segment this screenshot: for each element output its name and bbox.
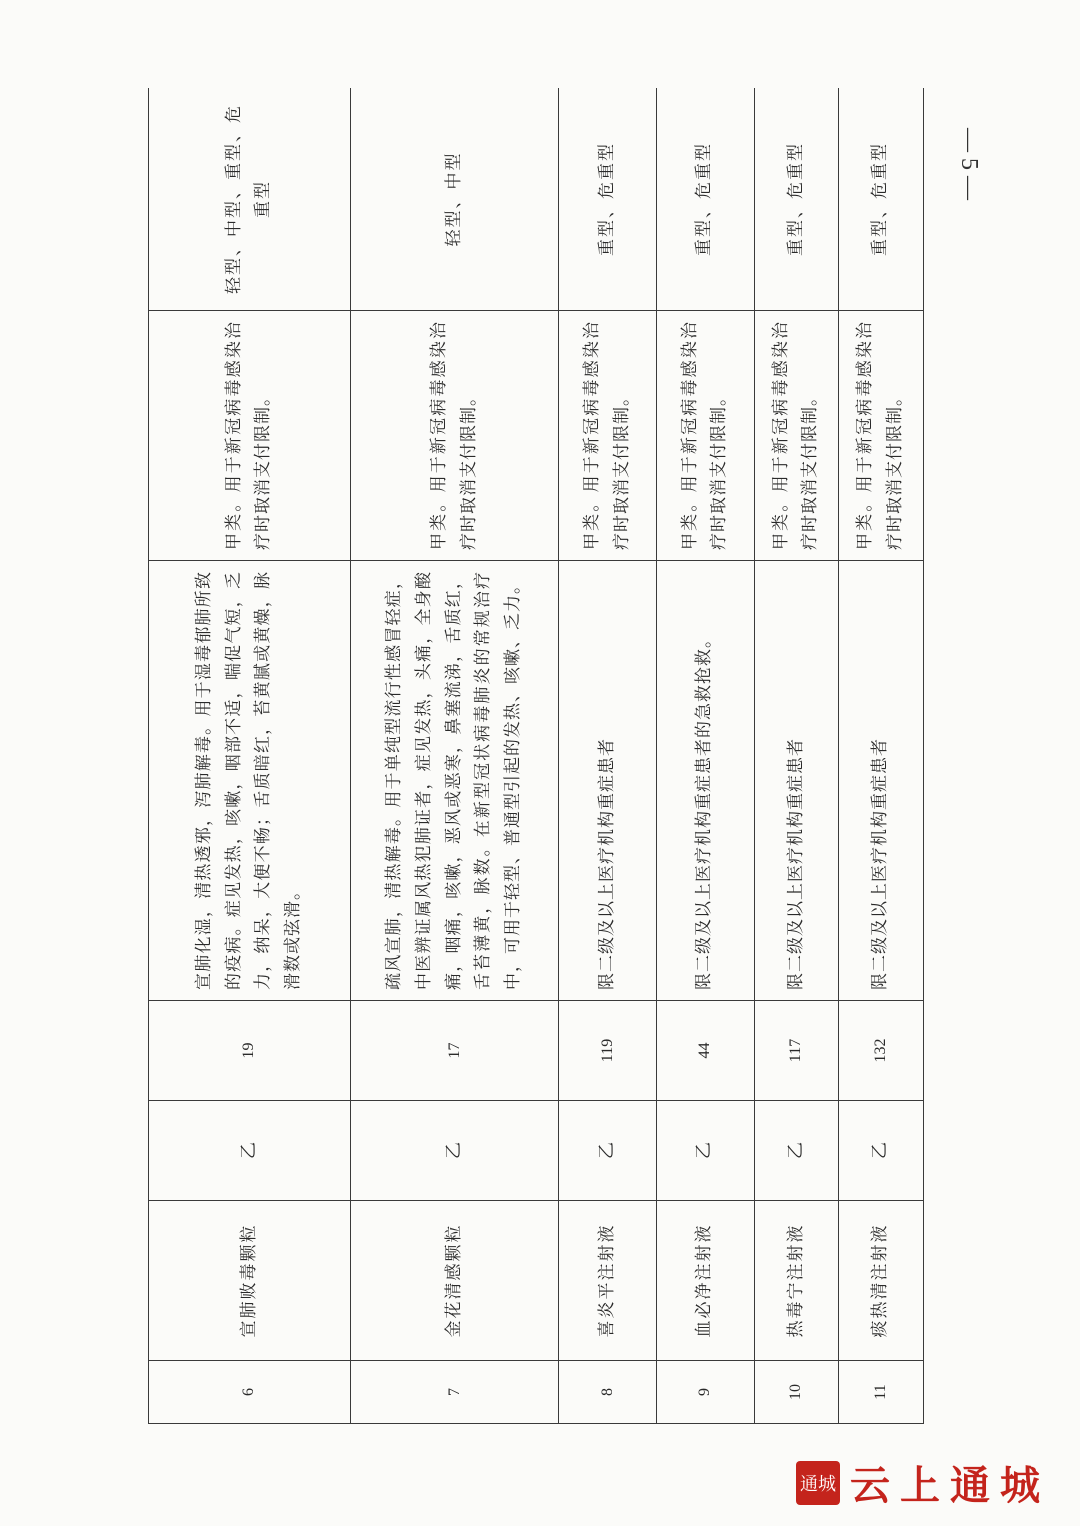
table-row	[839, 88, 924, 1424]
payment-note: 甲类。用于新冠病毒感染治疗时取消支付限制。	[656, 311, 754, 561]
indication-text: 疏风宣肺，清热解毒。用于单纯型流行性感冒轻症，中医辨证属风热犯肺证者，症见发热，头痛，全身酸痛，咽痛，咳嗽，恶风或恶寒，鼻塞流涕，舌质红，舌苔薄黄，脉数。在新型冠状病毒肺炎的常规治疗中，可用于轻型、普通型引起的发热、咳嗽、乏力。	[350, 561, 558, 1001]
payment-note: 甲类。用于新冠病毒感染治疗时取消支付限制。	[754, 311, 839, 561]
indication-text: 限二级及以上医疗机构重症患者	[754, 561, 839, 1001]
table-row	[656, 88, 754, 1424]
row-index: 10	[754, 1361, 839, 1424]
rotated-table-frame	[148, 88, 924, 1424]
indication-text: 限二级及以上医疗机构重症患者	[559, 561, 657, 1001]
table-row	[149, 88, 351, 1424]
drug-code: 119	[559, 1001, 657, 1101]
drug-category: 乙	[754, 1101, 839, 1201]
watermark-text: 云上通城	[850, 1462, 1050, 1509]
drug-code: 19	[149, 1001, 351, 1101]
drug-code: 44	[656, 1001, 754, 1101]
indication-text: 限二级及以上医疗机构重症患者	[839, 561, 924, 1001]
row-index: 7	[350, 1361, 558, 1424]
payment-note: 甲类。用于新冠病毒感染治疗时取消支付限制。	[559, 311, 657, 561]
row-index: 6	[149, 1361, 351, 1424]
row-index: 9	[656, 1361, 754, 1424]
drug-name: 热毒宁注射液	[754, 1201, 839, 1361]
payment-note: 甲类。用于新冠病毒感染治疗时取消支付限制。	[839, 311, 924, 561]
drug-name: 痰热清注射液	[839, 1201, 924, 1361]
drug-name: 金花清感颗粒	[350, 1201, 558, 1361]
page-number: — 5 —	[956, 128, 982, 200]
drug-category: 乙	[839, 1101, 924, 1201]
drug-code: 17	[350, 1001, 558, 1101]
drug-code: 117	[754, 1001, 839, 1101]
applicable-types: 重型、危重型	[656, 88, 754, 311]
drug-table	[148, 88, 924, 1424]
applicable-types: 轻型、中型	[350, 88, 558, 311]
seal-logo: 通城	[796, 1461, 840, 1505]
drug-name: 宣肺败毒颗粒	[149, 1201, 351, 1361]
table-row	[350, 88, 558, 1424]
table-row	[754, 88, 839, 1424]
row-index: 11	[839, 1361, 924, 1424]
payment-note: 甲类。用于新冠病毒感染治疗时取消支付限制。	[350, 311, 558, 561]
watermark	[796, 1454, 1050, 1511]
applicable-types: 轻型、中型、重型、危重型	[149, 88, 351, 311]
drug-category: 乙	[149, 1101, 351, 1201]
applicable-types: 重型、危重型	[559, 88, 657, 311]
drug-name: 喜炎平注射液	[559, 1201, 657, 1361]
drug-category: 乙	[350, 1101, 558, 1201]
row-index: 8	[559, 1361, 657, 1424]
drug-code: 132	[839, 1001, 924, 1101]
indication-text: 限二级及以上医疗机构重症患者的急救抢救。	[656, 561, 754, 1001]
applicable-types: 重型、危重型	[754, 88, 839, 311]
table-row	[559, 88, 657, 1424]
applicable-types: 重型、危重型	[839, 88, 924, 311]
payment-note: 甲类。用于新冠病毒感染治疗时取消支付限制。	[149, 311, 351, 561]
indication-text: 宣肺化湿，清热透邪，泻肺解毒。用于湿毒郁肺所致的疫病。症见发热，咳嗽，咽部不适，喘促气短，乏力，纳呆，大便不畅；舌质暗红，苔黄腻或黄燥，脉滑数或弦滑。	[149, 561, 351, 1001]
drug-category: 乙	[656, 1101, 754, 1201]
drug-name: 血必净注射液	[656, 1201, 754, 1361]
drug-category: 乙	[559, 1101, 657, 1201]
